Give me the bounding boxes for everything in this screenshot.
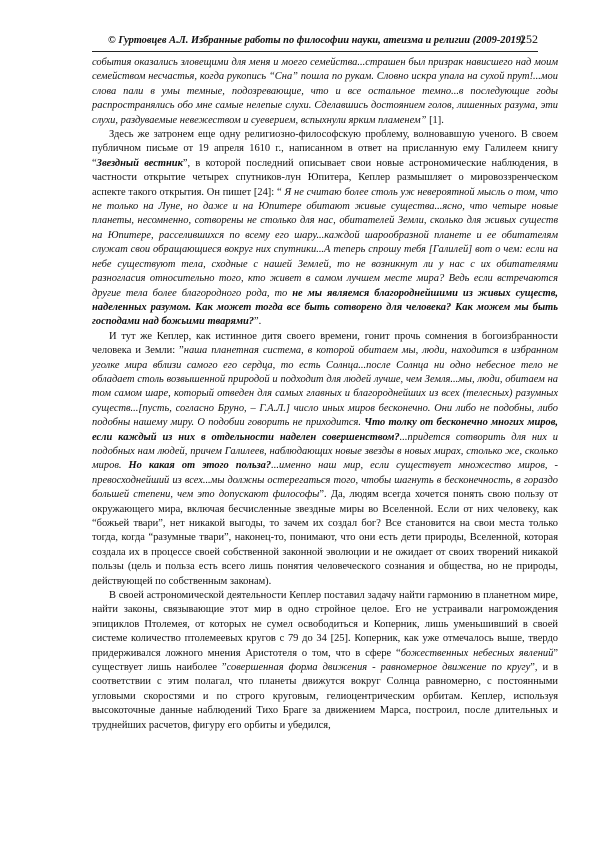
bold-italic-quote: не мы являемся благороднейшими из живых существ, наделенных разумом. Как может тогда все быть сотворено для человека? Как можем мы быть господами над божьими тварями? xyxy=(92,287,558,328)
paragraph-astronomy xyxy=(92,589,558,733)
paragraph-kepler-reply xyxy=(92,330,558,589)
book-title: Звездный вестник xyxy=(96,157,183,169)
running-header xyxy=(92,31,538,52)
text-run: ” существует лишь наиболее ” xyxy=(92,647,558,674)
header-title: © Гуртовцев А.Л. Избранные работы по философии науки, атеизма и религии (2009-2019) xyxy=(108,35,525,46)
bold-italic-quote: Но какая от этого польза? xyxy=(128,460,272,472)
italic-quote: события оказались зловещими для меня и моего семейства...страшен был призрак нависшего над моим семейством несчастья, когда рукопись “Сна” пошла по рукам. Словно искра упала на сухой прут!...мои слова пали в умы темные, подозревающие, что и все остальное темно...в последующие годы распространялись обо мне самые нелепые слухи. Сделавшись достоянием голов, лишенных разума, эти слухи, раздуваемые невежеством и суеверием, вспыхнули ярким пламенем” xyxy=(92,57,558,126)
text-run: ”. xyxy=(254,316,262,328)
paragraph-galileo-letter xyxy=(92,128,558,330)
paragraph-quote-continuation xyxy=(92,56,558,128)
text-run: В своей астрономической деятельности Кеплер поставил задачу найти гармонию в планетном мире, найти законы, связывающие этот мир в одно стройное целое. Его не устраивали нагромождения эпициклов Птолемея, от которых не сумел освободиться и Коперник, лишь уменьшивший в своей системе количество птолемеевых кругов с 79 до 34 [25]. Коперник, как уже отмечалось выше, твердо придерживался ложного мнения Аристотеля о том, что в сфере “ xyxy=(92,590,558,659)
text-run: ”, в которой последний описывает свои новые астрономические наблюдения, в частности открытие четырех спутников-лун Юпитера, Кеплер размышляет о мировоззренческом аспекте такого открытия. Он пишет [24]: “ xyxy=(92,157,559,198)
text-run: ”, и в соответствии с этим полагал, что планеты движутся вокруг Солнца равномерно, с постоянными угловыми скоростями и по строго круговым, гелиоцентрическим орбитам. Кеплер, используя высокоточные данные наблюдений Тихо Браге за движением Марса, построил, после длительных и труднейших расчетов, фигуру его орбиты и убедился, xyxy=(92,662,559,731)
text-body xyxy=(92,56,558,733)
text-run: И тут же Кеплер, как истинное дитя своего времени, гонит прочь сомнения в богоизбранности человека и Земли: ” xyxy=(92,330,558,357)
italic-quote: ...придется сотворить для них и подобных нам людей, причем Галилеев, наблюдающих новые звезды в новых мирах, столько же, сколько миров. xyxy=(92,431,558,472)
text-run: Здесь же затронем еще одну религиозно-философскую проблему, волновавшую ученого. В своем публичном письме от 19 апреля 1610 г., написанном в ответ на присланную ему Галилеем книгу “ xyxy=(92,129,558,169)
italic-quote: Я не считаю более столь уж невероятной мысль о том, что не только на Луне, но даже и на Юпитере обитают живые существа...ясно, что четыре новые планеты, несомненно, сотворены не столько для нас, обитателей Земли, сколько для живых существ на Юпитере, расселившихся по всему его шару...каждой шарообразной планете и ее обитателям служат свои обращающиеся вокруг них спутники...А теперь спрошу тебя [Галилей] вот о чем: если на небе существуют тела, сходные с нашей Землей, то не возникнут ли у нас с их обитателями разногласия относительно того, кто живет в самом лучшем месте мира? Ведь если встречаются другие тела более благородного рода, то xyxy=(92,186,558,299)
italic-quote: ...именно наш мир, если существует множество миров, - превосходнейший из всех...мы должны остерегаться того, чтобы шагнуть в бесконечность, в гораздо большей степени, чем это допускают философы xyxy=(92,460,558,501)
bold-italic-quote: Что толку от бесконечно многих миров, если каждый из них в отдельности наделен совершенством? xyxy=(92,417,558,443)
italic-quote: совершенная форма движения - равномерное движение по кругу xyxy=(226,662,531,674)
italic-quote: наша планетная система, в которой обитаем мы, люди, находится в избранном уголке мира вблизи самого его сердца, то есть Солнца...после Солнца ни одно небесное тело не обладает столь возвышенной природой и подходит для людей лучше, чем Земля...мы, люди, обитаем на том самом шаре, который отведен для самых главных и благороднейших из всех (телесных) разумных существ...[пусть, согласно Бруно, – Г.А.Л.] число иных миров бесконечно. Они либо не подобны, либо подобны нашему миру. О подобии говорить не приходится. xyxy=(92,345,559,429)
page-number: 252 xyxy=(520,32,538,46)
citation: [1]. xyxy=(426,114,444,126)
text-run: ”. Да, людям всегда хочется понять свою пользу от окружающего мира, включая бесчисленные звездные миры во Вселенной. Если от них человеку, как “божьей твари”, нет никакой выгоды, то зачем их создал бог? Все становится на свои места только тогда, когда “разумные твари”, наконец-то, понимают, что они есть дети природы, Вселенной, которая создала их в процессе своей собственной законной эволюции и не ожидает от своих творений никакой пользы (цель и польза есть всего лишь понятия человеческого сознания и общества, но не природы, действующей по собственным законам). xyxy=(92,489,559,587)
italic-quote: божественных небесных явлений xyxy=(400,647,554,659)
